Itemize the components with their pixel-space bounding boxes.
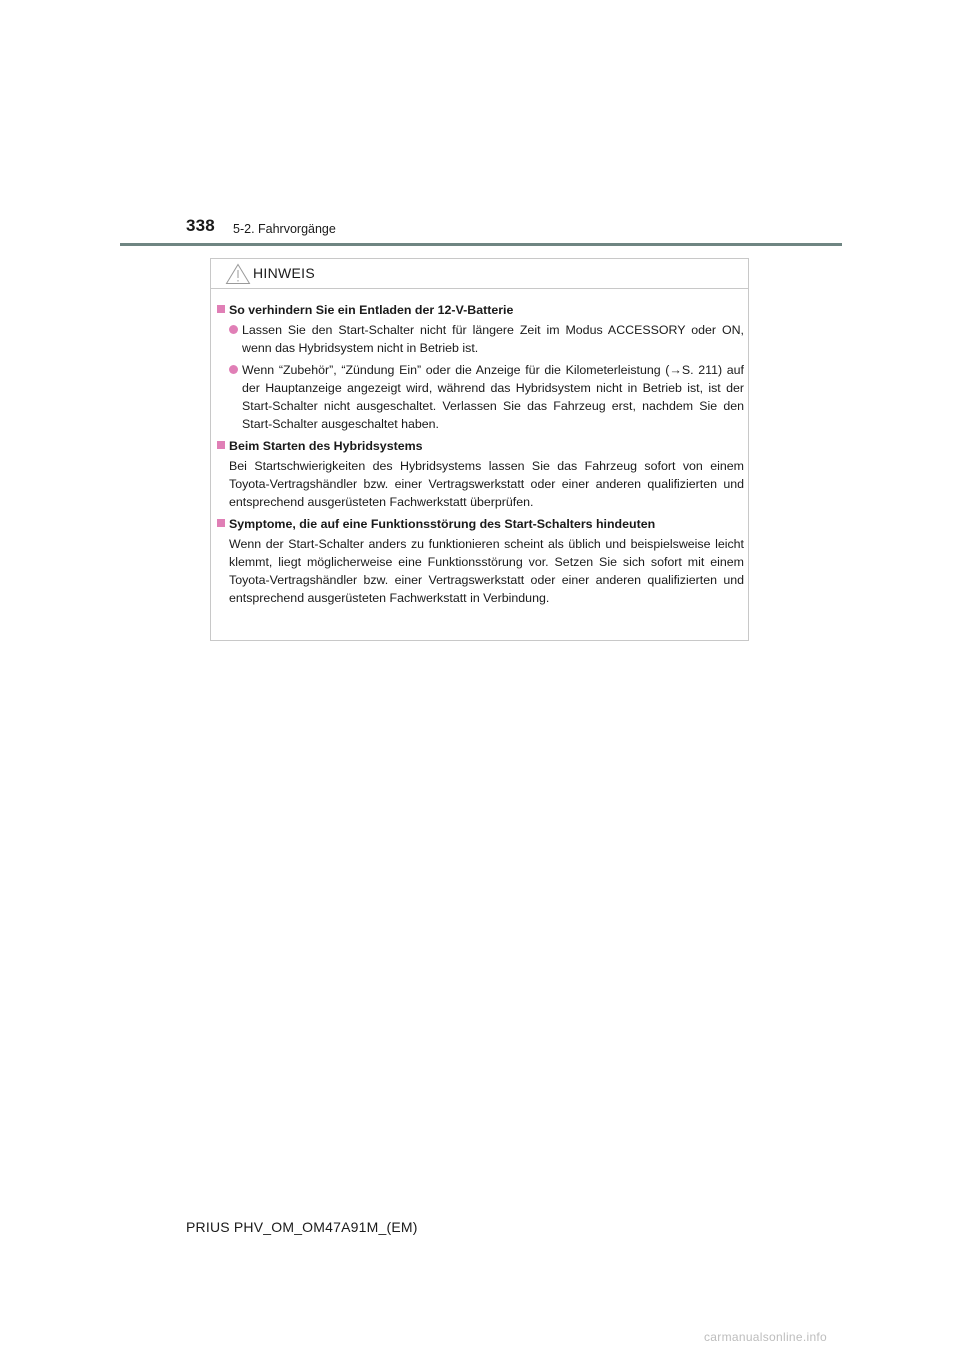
topic-heading: Beim Starten des Hybridsystems <box>229 439 423 453</box>
topic-heading: So verhindern Sie ein Entladen der 12-V-Batterie <box>229 303 514 317</box>
topic-battery <box>216 301 744 433</box>
topic-paragraph: Wenn der Start-Schalter anders zu funktionieren scheint als üblich und beispielsweise leicht klemmt, liegt möglicherweise eine Funktionsstörung vor. Setzen Sie sich sofort mit einem Toyota-Vertragshändler bzw. einer Vertragswerkstatt oder einer anderen qualifizierten und entsprechend ausgerüsteten Fachwerkstatt in Verbindung. <box>229 537 744 605</box>
list-item <box>229 321 744 357</box>
topic-symptoms <box>216 515 744 607</box>
notice-body <box>216 301 744 611</box>
notice-header <box>211 259 748 289</box>
circle-bullet-icon <box>229 325 238 334</box>
topic-heading: Symptome, die auf eine Funktionsstörung des Start-Schalters hindeuten <box>229 517 656 531</box>
list-item-text: Wenn “Zubehör”, “Zündung Ein” oder die Anzeige für die Kilometerleistung (→S. 211) auf der Hauptanzeige angezeigt wird, während das Hybridsystem nicht in Betrieb ist, ist der Start-Schalter nicht ausgeschaltet. Verlassen Sie das Fahrzeug erst, nachdem Sie den Start-Schalter ausgeschaltet haben. <box>242 363 744 431</box>
watermark: carmanualsonline.info <box>704 1330 828 1344</box>
circle-bullet-icon <box>229 365 238 374</box>
document-code: PRIUS PHV_OM_OM47A91M_(EM) <box>186 1219 418 1235</box>
section-title: 5-2. Fahrvorgänge <box>233 222 336 236</box>
square-bullet-icon <box>217 441 225 449</box>
list-item <box>229 361 744 433</box>
header-rule <box>120 243 842 246</box>
square-bullet-icon <box>217 519 225 527</box>
notice-box <box>210 258 749 641</box>
topic-paragraph: Bei Startschwierigkeiten des Hybridsystems lassen Sie das Fahrzeug sofort von einem Toyota-Vertragshändler bzw. einer Vertragswerkstatt oder einer anderen qualifizierten und entsprechend ausgerüsteten Fachwerkstatt überprüfen. <box>229 459 744 509</box>
list-item-text: Lassen Sie den Start-Schalter nicht für längere Zeit im Modus ACCESSORY oder ON, wenn das Hybridsystem nicht in Betrieb ist. <box>242 323 744 355</box>
warning-triangle-icon <box>225 263 251 285</box>
page-number: 338 <box>186 216 215 235</box>
notice-title: HINWEIS <box>253 265 315 281</box>
topic-starting <box>216 437 744 511</box>
square-bullet-icon <box>217 305 225 313</box>
